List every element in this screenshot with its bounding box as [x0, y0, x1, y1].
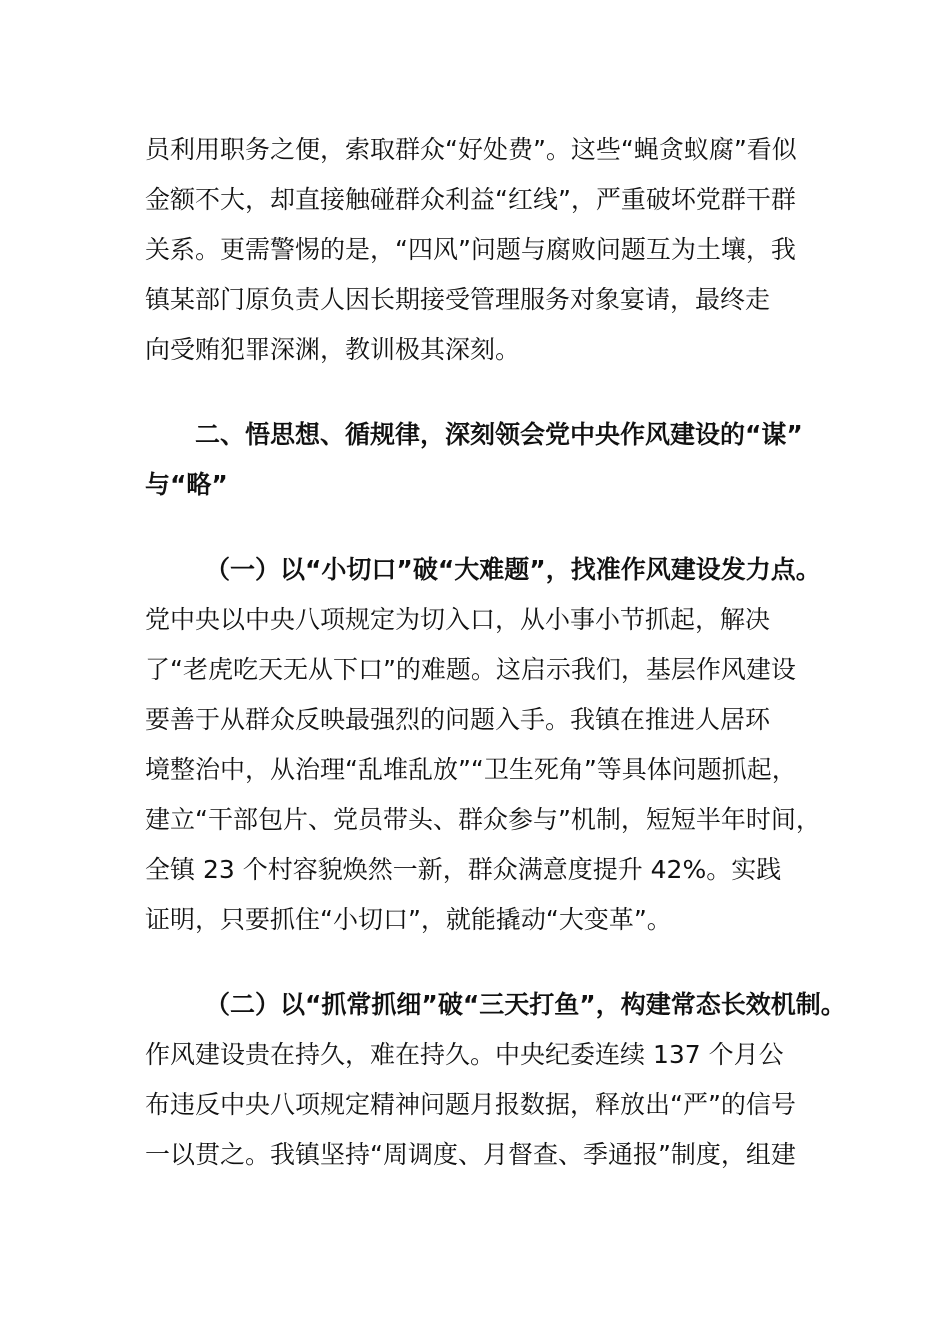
subsection-heading: （一）以“小切口”破“大难题”，找准作风建设发力点。 — [205, 555, 821, 584]
body-line: 作风建设贵在持久，难在持久。中央纪委连续 137 个月公 — [145, 1040, 784, 1069]
body-line: 向受贿犯罪深渊，教训极其深刻。 — [145, 335, 521, 364]
body-line: 党中央以中央八项规定为切入口，从小事小节抓起，解决 — [145, 605, 771, 634]
body-line: 布违反中央八项规定精神问题月报数据，释放出“严”的信号 — [145, 1090, 796, 1119]
body-line: 镇某部门原负责人因长期接受管理服务对象宴请，最终走 — [145, 285, 771, 314]
body-line: 了“老虎吃天无从下口”的难题。这启示我们，基层作风建设 — [145, 655, 796, 684]
body-line: 证明，只要抓住“小切口”，就能撬动“大变革”。 — [145, 905, 672, 934]
body-line: 全镇 23 个村容貌焕然一新，群众满意度提升 42%。实践 — [145, 855, 782, 884]
body-line: 金额不大，却直接触碰群众利益“红线”，严重破坏党群干群 — [145, 185, 796, 214]
body-line: 建立“干部包片、党员带头、群众参与”机制，短短半年时间， — [145, 805, 821, 834]
body-line: 一以贯之。我镇坚持“周调度、月督查、季通报”制度，组建 — [145, 1140, 796, 1169]
body-line: 员利用职务之便，索取群众“好处费”。这些“蝇贪蚁腐”看似 — [145, 135, 797, 164]
section-heading: 二、悟思想、循规律，深刻领会党中央作风建设的“谋” — [195, 420, 803, 449]
body-line: 关系。更需警惕的是，“四风”问题与腐败问题互为土壤，我 — [145, 235, 796, 264]
body-line: 要善于从群众反映最强烈的问题入手。我镇在推进人居环 — [145, 705, 771, 734]
body-line: 境整治中，从治理“乱堆乱放”“卫生死角”等具体问题抓起， — [145, 755, 797, 784]
section-heading-continued: 与“略” — [145, 470, 228, 499]
subsection-heading: （二）以“抓常抓细”破“三天打鱼”，构建常态长效机制。 — [205, 990, 846, 1019]
